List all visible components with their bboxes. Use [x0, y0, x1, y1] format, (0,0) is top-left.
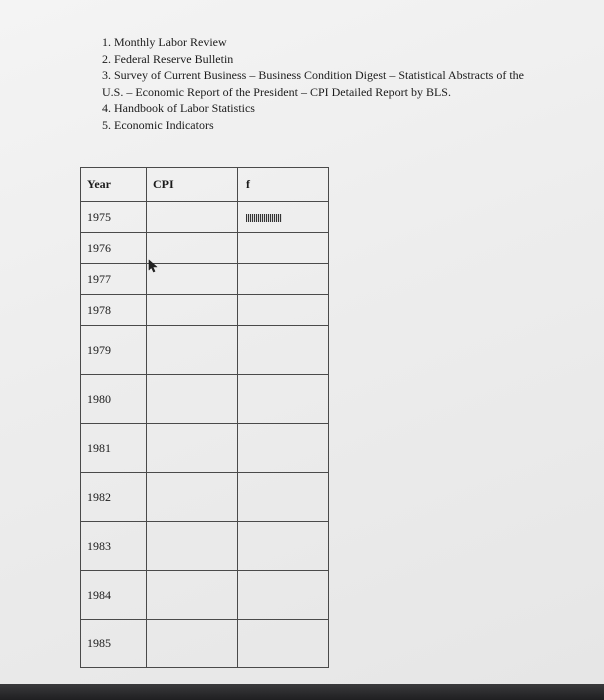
year-cell: 1978: [81, 295, 147, 326]
source-item: 2. Federal Reserve Bulletin: [102, 51, 234, 66]
cpi-table: [80, 167, 329, 668]
year-cell: 1981: [81, 424, 147, 473]
table-row: [81, 295, 329, 326]
f-cell[interactable]: [238, 571, 329, 620]
f-cell[interactable]: [238, 473, 329, 522]
cpi-cell[interactable]: [147, 620, 238, 668]
f-cell[interactable]: [238, 424, 329, 473]
table-row: [81, 233, 329, 264]
source-item: 3. Survey of Current Business – Business Condition Digest – Statistical Abstracts of the: [102, 68, 524, 82]
f-cell[interactable]: [238, 326, 329, 375]
cpi-cell[interactable]: [147, 473, 238, 522]
cpi-cell[interactable]: [147, 326, 238, 375]
table-row: [81, 522, 329, 571]
cpi-cell[interactable]: [147, 375, 238, 424]
f-cell[interactable]: [238, 264, 329, 295]
table-row: [81, 620, 329, 668]
source-item-continuation: U.S. – Economic Report of the President – CPI Detailed Report by BLS.: [102, 84, 451, 99]
f-column-header: f: [238, 168, 329, 202]
year-cell: 1980: [81, 375, 147, 424]
year-cell: 1979: [81, 326, 147, 375]
table-row: [81, 424, 329, 473]
table-row: [81, 375, 329, 424]
f-cell[interactable]: [238, 233, 329, 264]
cpi-cell[interactable]: [147, 295, 238, 326]
f-cell[interactable]: [238, 522, 329, 571]
source-item: 1. Monthly Labor Review: [102, 35, 227, 49]
year-column-header: Year: [81, 168, 147, 202]
f-cell[interactable]: [238, 295, 329, 326]
table-row: [81, 264, 329, 295]
cpi-cell[interactable]: [147, 522, 238, 571]
desk-background-edge: [0, 684, 604, 700]
table-header-row: [81, 168, 329, 202]
cpi-column-header: CPI: [147, 168, 238, 202]
barcode-redaction-icon: [246, 214, 282, 222]
table-row: [81, 326, 329, 375]
cpi-cell[interactable]: [147, 264, 238, 295]
year-cell: 1976: [81, 233, 147, 264]
year-cell: 1985: [81, 620, 147, 668]
source-item: 5. Economic Indicators: [102, 117, 214, 132]
year-cell: 1984: [81, 571, 147, 620]
f-cell[interactable]: [238, 375, 329, 424]
year-cell: 1983: [81, 522, 147, 571]
year-cell: 1975: [81, 202, 147, 233]
table-row: [81, 202, 329, 233]
table-row: [81, 571, 329, 620]
cpi-cell[interactable]: [147, 233, 238, 264]
cpi-cell[interactable]: [147, 424, 238, 473]
cpi-cell[interactable]: [147, 571, 238, 620]
f-cell[interactable]: [238, 202, 329, 233]
year-cell: 1982: [81, 473, 147, 522]
mouse-pointer-icon: [148, 259, 160, 273]
source-item: 4. Handbook of Labor Statistics: [102, 101, 255, 115]
source-list: [102, 34, 562, 133]
year-cell: 1977: [81, 264, 147, 295]
cpi-cell[interactable]: [147, 202, 238, 233]
table-row: [81, 473, 329, 522]
f-cell[interactable]: [238, 620, 329, 668]
